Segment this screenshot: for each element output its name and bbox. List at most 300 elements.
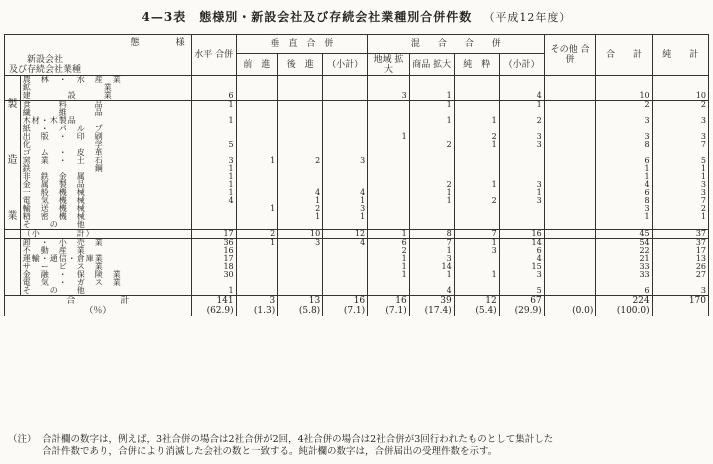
value-cell: [368, 101, 410, 110]
value-cell: [323, 279, 368, 287]
value-cell: 21: [596, 255, 652, 263]
value-cell: [409, 205, 454, 213]
value-cell: [323, 101, 368, 110]
value-cell: [544, 205, 596, 213]
note-line2: 合計件数であり，合併により消滅した会社の数と一致する。純計欄の数字は，合併届出の受理件数を示す。: [42, 446, 498, 457]
value-cell: [544, 101, 596, 110]
value-cell: [544, 84, 596, 92]
row-label: 金 属 製 品: [20, 181, 191, 189]
value-cell: 2: [409, 141, 454, 149]
table-row: [5, 149, 709, 157]
col-total: 合 計: [596, 35, 652, 76]
value-cell: [544, 76, 596, 85]
value-cell: 1: [191, 181, 236, 189]
value-cell: 1: [454, 117, 499, 125]
value-cell: [409, 213, 454, 221]
value-cell: [544, 125, 596, 133]
col-v-forward: 前 進: [236, 54, 278, 76]
value-cell: [544, 197, 596, 205]
value-cell: 6: [596, 287, 652, 296]
value-cell: [323, 287, 368, 296]
group-cell: [5, 271, 21, 279]
value-cell: [278, 165, 323, 173]
corner-header: [5, 35, 192, 76]
value-cell: [454, 165, 499, 173]
group-cell: [5, 263, 21, 271]
value-cell: 18: [191, 263, 236, 271]
value-cell: [368, 117, 410, 125]
value-cell: 1: [454, 271, 499, 279]
value-cell: 3: [499, 141, 544, 149]
value-cell: [323, 173, 368, 181]
value-cell: 3: [499, 197, 544, 205]
value-cell: [191, 213, 236, 221]
value-cell: [596, 109, 652, 117]
value-cell: [544, 157, 596, 165]
value-cell: [236, 101, 278, 110]
value-cell: [544, 213, 596, 221]
value-cell: [323, 109, 368, 117]
row-label: 電 気 機 械: [20, 197, 191, 205]
row-label: 非 鉄 金 属: [20, 173, 191, 181]
group-cell: [5, 117, 21, 125]
value-cell: [544, 173, 596, 181]
col-net: 純 計: [652, 35, 708, 76]
value-cell: 1: [596, 213, 652, 221]
value-cell: [236, 189, 278, 197]
value-cell: [278, 287, 323, 296]
row-label: 窯 業 ・ 土 石: [20, 157, 191, 165]
row-label: 不 動 産 業: [20, 247, 191, 255]
value-cell: 2: [278, 205, 323, 213]
value-cell: 14: [499, 239, 544, 248]
value-cell: [544, 133, 596, 141]
value-cell: [323, 247, 368, 255]
value-cell: 3: [191, 157, 236, 165]
value-cell: 1: [323, 197, 368, 205]
row-label: 電 気 ・ ガ ス 業: [20, 279, 191, 287]
value-cell: (100.0): [596, 306, 652, 316]
value-cell: [454, 149, 499, 157]
table-title: [0, 8, 713, 25]
value-cell: 170: [652, 296, 708, 307]
value-cell: 3: [236, 296, 278, 307]
row-label: 木材・木製品: [20, 117, 191, 125]
value-cell: 1: [191, 117, 236, 125]
group-cell: [5, 141, 21, 149]
value-cell: [544, 255, 596, 263]
table-row: [5, 125, 709, 133]
value-cell: [236, 117, 278, 125]
value-cell: 1: [652, 173, 708, 181]
value-cell: 1: [499, 101, 544, 110]
value-cell: 10: [596, 92, 652, 101]
value-cell: 3: [409, 255, 454, 263]
value-cell: 6: [596, 189, 652, 197]
group-cell: [5, 181, 21, 189]
total-row: [5, 296, 709, 307]
value-cell: [544, 296, 596, 307]
value-cell: [544, 263, 596, 271]
value-cell: [368, 109, 410, 117]
value-cell: 10: [278, 230, 323, 239]
value-cell: [236, 287, 278, 296]
merger-table: [4, 34, 709, 316]
value-cell: 16: [499, 230, 544, 239]
group-cell: [5, 109, 21, 117]
value-cell: 2: [409, 181, 454, 189]
value-cell: 4: [499, 92, 544, 101]
row-label: 金 融 ・ 保 険 業: [20, 271, 191, 279]
value-cell: [323, 165, 368, 173]
value-cell: 17: [652, 247, 708, 255]
value-cell: [544, 247, 596, 255]
value-cell: [323, 76, 368, 85]
value-cell: 4: [596, 181, 652, 189]
value-cell: [278, 92, 323, 101]
group-cell: [5, 173, 21, 181]
value-cell: [499, 157, 544, 165]
value-cell: [323, 271, 368, 279]
value-cell: [544, 117, 596, 125]
value-cell: [323, 141, 368, 149]
group-cell: [5, 84, 21, 92]
row-label: 紙 ・ パ ル プ: [20, 125, 191, 133]
value-cell: 1: [236, 157, 278, 165]
rowhead-line1: 新設会社: [27, 55, 64, 65]
value-cell: [409, 157, 454, 165]
table-row: [5, 230, 709, 239]
value-cell: (29.9): [499, 306, 544, 316]
value-cell: 1: [652, 213, 708, 221]
value-cell: 3: [323, 157, 368, 165]
row-label: 食 料 品: [20, 101, 191, 110]
value-cell: [323, 92, 368, 101]
table-body: [5, 76, 709, 317]
value-cell: 12: [454, 296, 499, 307]
row-label: サ ー ビ ス 業: [20, 263, 191, 271]
value-cell: [544, 181, 596, 189]
value-cell: 54: [596, 239, 652, 248]
value-cell: 7: [652, 197, 708, 205]
value-cell: 16: [368, 296, 410, 307]
value-cell: [278, 255, 323, 263]
value-cell: [499, 76, 544, 85]
value-cell: 4: [409, 287, 454, 296]
value-cell: [278, 173, 323, 181]
value-cell: 37: [652, 239, 708, 248]
value-cell: 3: [596, 117, 652, 125]
table-row: [5, 239, 709, 248]
row-label: （小 計）: [20, 230, 191, 239]
value-cell: [236, 125, 278, 133]
value-cell: [191, 76, 236, 85]
value-cell: [544, 165, 596, 173]
table-row: [5, 165, 709, 173]
table-row: [5, 141, 709, 149]
value-cell: 7: [409, 239, 454, 248]
value-cell: 1: [236, 239, 278, 248]
group-cell: [5, 247, 21, 255]
value-cell: [191, 125, 236, 133]
value-cell: 3: [499, 271, 544, 279]
value-cell: [652, 76, 708, 85]
table-row: [5, 117, 709, 125]
col-m-region: 地域 拡大: [368, 54, 410, 76]
value-cell: [191, 205, 236, 213]
col-m-sub: （小計）: [499, 54, 544, 76]
value-cell: [278, 125, 323, 133]
value-cell: [278, 84, 323, 92]
col-m-product: 商品 拡大: [409, 54, 454, 76]
value-cell: [368, 197, 410, 205]
value-cell: [323, 84, 368, 92]
value-cell: [278, 133, 323, 141]
value-cell: [236, 279, 278, 287]
value-cell: [236, 247, 278, 255]
value-cell: 4: [499, 255, 544, 263]
value-cell: 30: [191, 271, 236, 279]
value-cell: (7.1): [323, 306, 368, 316]
table-row: [5, 92, 709, 101]
value-cell: [236, 181, 278, 189]
value-cell: [454, 157, 499, 165]
table-row: [5, 205, 709, 213]
value-cell: 5: [652, 157, 708, 165]
value-cell: [236, 255, 278, 263]
footnote: [8, 434, 708, 458]
value-cell: [454, 287, 499, 296]
value-cell: 2: [236, 230, 278, 239]
value-cell: 224: [596, 296, 652, 307]
value-cell: [368, 213, 410, 221]
group-cell: [5, 239, 21, 248]
value-cell: [278, 247, 323, 255]
value-cell: 1: [409, 92, 454, 101]
group-cell: 業: [5, 213, 21, 221]
value-cell: 17: [191, 255, 236, 263]
value-cell: 16: [323, 296, 368, 307]
value-cell: 1: [499, 189, 544, 197]
value-cell: [596, 149, 652, 157]
value-cell: [596, 125, 652, 133]
row-label: そ の 他: [20, 221, 191, 230]
value-cell: 3: [652, 189, 708, 197]
value-cell: [596, 76, 652, 85]
value-cell: 14: [409, 263, 454, 271]
value-cell: 7: [454, 230, 499, 239]
value-cell: 5: [499, 287, 544, 296]
value-cell: [652, 306, 708, 316]
group-cell: 造: [5, 157, 21, 165]
value-cell: [499, 165, 544, 173]
value-cell: 2: [454, 133, 499, 141]
title-subtitle: （平成12年度）: [483, 11, 572, 24]
value-cell: 2: [454, 197, 499, 205]
value-cell: [323, 263, 368, 271]
value-cell: 6: [191, 92, 236, 101]
value-cell: [278, 117, 323, 125]
value-cell: 15: [499, 263, 544, 271]
value-cell: 33: [596, 271, 652, 279]
value-cell: 3: [278, 239, 323, 248]
value-cell: 26: [652, 263, 708, 271]
group-cell: [5, 255, 21, 263]
value-cell: [409, 76, 454, 85]
value-cell: 6: [499, 247, 544, 255]
value-cell: [368, 173, 410, 181]
value-cell: (1.3): [236, 306, 278, 316]
row-label: 輸 送 機 械: [20, 205, 191, 213]
value-cell: 8: [596, 197, 652, 205]
value-cell: [368, 181, 410, 189]
value-cell: 3: [652, 133, 708, 141]
col-horizontal: 水平 合併: [191, 35, 236, 76]
value-cell: [454, 92, 499, 101]
value-cell: 141: [191, 296, 236, 307]
row-label: 運輸・通信・倉庫業: [20, 255, 191, 263]
row-label: 鉱 業: [20, 84, 191, 92]
value-cell: [454, 84, 499, 92]
value-cell: 1: [278, 213, 323, 221]
value-cell: 1: [454, 141, 499, 149]
col-v-backward: 後 進: [278, 54, 323, 76]
row-label: そ の 他: [20, 287, 191, 296]
value-cell: [236, 76, 278, 85]
value-cell: [236, 213, 278, 221]
value-cell: 1: [368, 263, 410, 271]
row-label: 化 学: [20, 141, 191, 149]
value-cell: [236, 92, 278, 101]
value-cell: 3: [652, 117, 708, 125]
value-cell: 4: [278, 189, 323, 197]
value-cell: 3: [652, 181, 708, 189]
value-cell: [323, 125, 368, 133]
table-row: [5, 109, 709, 117]
value-cell: 1: [323, 213, 368, 221]
row-label: 卸 ・ 小 売 業: [20, 239, 191, 248]
value-cell: 3: [652, 287, 708, 296]
value-cell: 1: [409, 189, 454, 197]
table-row: [5, 287, 709, 296]
row-label: 一 般 機 械: [20, 189, 191, 197]
value-cell: 5: [191, 141, 236, 149]
value-cell: [236, 133, 278, 141]
value-cell: [278, 76, 323, 85]
value-cell: 27: [652, 271, 708, 279]
value-cell: 1: [191, 165, 236, 173]
group-cell: [5, 165, 21, 173]
value-cell: [368, 76, 410, 85]
value-cell: [368, 141, 410, 149]
value-cell: [499, 149, 544, 157]
value-cell: [544, 239, 596, 248]
value-cell: 16: [191, 247, 236, 255]
value-cell: (17.4): [409, 306, 454, 316]
title-text: 4—3表 態様別・新設会社及び存続会社業種別合併件数: [141, 10, 473, 24]
value-cell: [544, 109, 596, 117]
value-cell: [368, 279, 410, 287]
value-cell: 36: [191, 239, 236, 248]
value-cell: 3: [499, 133, 544, 141]
value-cell: [368, 287, 410, 296]
value-cell: 3: [323, 205, 368, 213]
total-label: 合 計: [5, 296, 192, 307]
value-cell: (5.8): [278, 306, 323, 316]
value-cell: [454, 213, 499, 221]
value-cell: [454, 279, 499, 287]
value-cell: 2: [368, 247, 410, 255]
value-cell: [236, 271, 278, 279]
value-cell: 2: [278, 157, 323, 165]
value-cell: (62.9): [191, 306, 236, 316]
row-label: 繊 維 品: [20, 109, 191, 117]
value-cell: 6: [368, 239, 410, 248]
value-cell: [499, 213, 544, 221]
value-cell: 2: [652, 101, 708, 110]
value-cell: [236, 165, 278, 173]
table-row: [5, 173, 709, 181]
value-cell: 1: [409, 247, 454, 255]
group-cell: [5, 133, 21, 141]
group-cell: [5, 197, 21, 205]
value-cell: [368, 165, 410, 173]
value-cell: [409, 125, 454, 133]
value-cell: [278, 271, 323, 279]
value-cell: [409, 149, 454, 157]
value-cell: 8: [596, 141, 652, 149]
value-cell: 1: [368, 255, 410, 263]
group-cell: 製: [5, 101, 21, 110]
value-cell: 39: [409, 296, 454, 307]
value-cell: 33: [596, 263, 652, 271]
value-cell: [236, 263, 278, 271]
value-cell: 17: [191, 230, 236, 239]
value-cell: 1: [596, 165, 652, 173]
value-cell: [454, 205, 499, 213]
group-cell: [5, 189, 21, 197]
table-row: [5, 247, 709, 255]
value-cell: [544, 271, 596, 279]
value-cell: [278, 263, 323, 271]
value-cell: [323, 255, 368, 263]
value-cell: (0.0): [544, 306, 596, 316]
value-cell: 1: [191, 173, 236, 181]
rowhead-line2: 及び存続会社業種: [9, 65, 82, 75]
pct-label: （％）: [5, 306, 192, 316]
value-cell: [544, 221, 596, 230]
value-cell: 1: [409, 101, 454, 110]
value-cell: 37: [652, 230, 708, 239]
value-cell: [544, 149, 596, 157]
value-cell: [544, 279, 596, 287]
value-cell: 1: [191, 189, 236, 197]
value-cell: 1: [454, 181, 499, 189]
value-cell: 8: [409, 230, 454, 239]
row-label: 鉄 鋼: [20, 165, 191, 173]
group-cell: [5, 76, 21, 85]
table-row: [5, 133, 709, 141]
value-cell: [544, 230, 596, 239]
value-cell: 1: [278, 197, 323, 205]
value-cell: 1: [368, 133, 410, 141]
value-cell: [236, 84, 278, 92]
value-cell: 1: [409, 117, 454, 125]
value-cell: [454, 76, 499, 85]
value-cell: 3: [368, 92, 410, 101]
value-cell: (5.4): [454, 306, 499, 316]
value-cell: [368, 157, 410, 165]
